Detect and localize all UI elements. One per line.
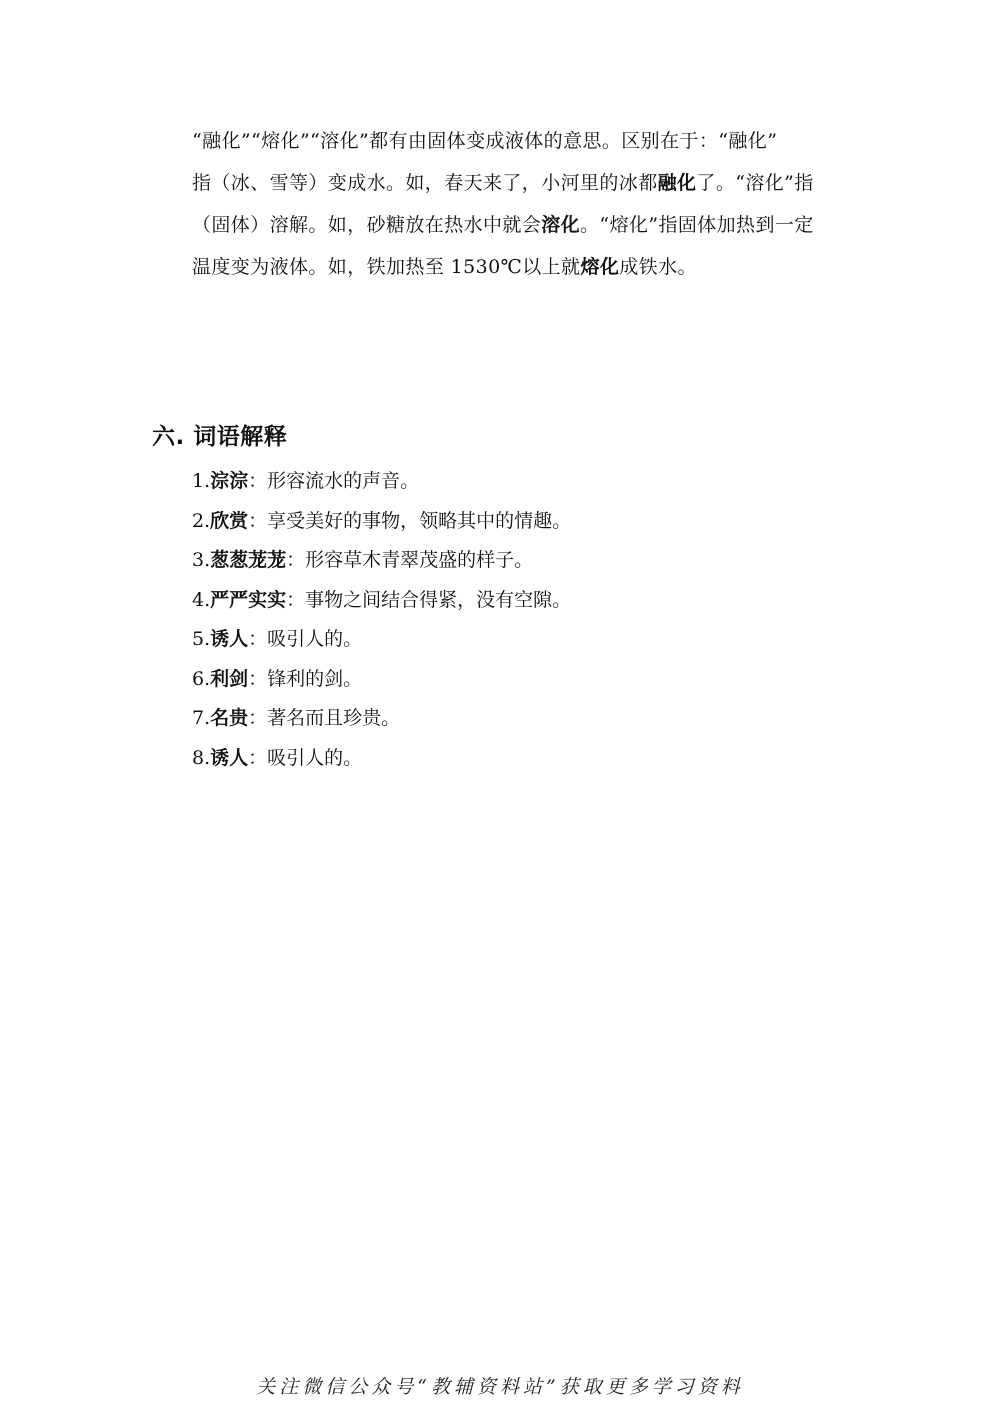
intro-line-3-bold-term: 溶化 bbox=[541, 214, 581, 236]
definition-separator: ： bbox=[248, 628, 268, 650]
definition-meaning: 锋利的剑。 bbox=[267, 667, 363, 690]
definition-item bbox=[192, 620, 832, 660]
section-title: 六. 词语解释 bbox=[152, 424, 288, 450]
intro-line-2 bbox=[192, 162, 852, 204]
definition-number: 8. bbox=[192, 746, 211, 769]
definition-meaning: 事物之间结合得紧，没有空隙。 bbox=[305, 588, 572, 611]
definition-separator: ： bbox=[248, 470, 268, 492]
definition-meaning: 享受美好的事物，领略其中的情趣。 bbox=[267, 509, 572, 532]
definition-separator: ： bbox=[248, 667, 268, 690]
intro-line-4 bbox=[192, 246, 852, 288]
intro-line-4-text-b: 成铁水。 bbox=[619, 256, 697, 278]
intro-line-3-text-b: 。“熔化”指固体加热到一定 bbox=[580, 214, 814, 236]
intro-line-4-bold-term: 熔化 bbox=[580, 256, 620, 278]
definition-item bbox=[192, 660, 832, 700]
definition-term: 严严实实 bbox=[210, 588, 287, 611]
definition-meaning: 吸引人的。 bbox=[267, 628, 363, 650]
definition-term: 欣赏 bbox=[210, 509, 249, 532]
definition-item bbox=[192, 739, 832, 779]
definition-separator: ： bbox=[248, 707, 268, 729]
definition-term: 诱人 bbox=[210, 746, 249, 769]
intro-line-3 bbox=[192, 204, 852, 246]
intro-line-2-text-b: 了。“溶化”指 bbox=[696, 172, 814, 194]
definition-meaning: 著名而且珍贵。 bbox=[267, 707, 401, 729]
definition-term: 利剑 bbox=[210, 667, 249, 690]
definition-item bbox=[192, 502, 832, 542]
definition-item bbox=[192, 581, 832, 621]
definition-meaning: 形容草木青翠茂盛的样子。 bbox=[305, 549, 534, 571]
definition-separator: ： bbox=[248, 746, 268, 769]
intro-line-3-text-a: （固体）溶解。如，砂糖放在热水中就会 bbox=[192, 214, 542, 236]
definition-number: 5. bbox=[192, 628, 211, 650]
intro-line-4-text-a: 温度变为液体。如，铁加热至 1530℃以上就 bbox=[192, 256, 581, 278]
definition-number: 2. bbox=[192, 509, 211, 532]
definition-number: 7. bbox=[192, 707, 211, 729]
definition-separator: ： bbox=[286, 588, 306, 611]
definition-meaning: 吸引人的。 bbox=[267, 746, 363, 769]
intro-line-1-text: “融化”“熔化”“溶化”都有由固体变成液体的意思。区别在于：“融化” bbox=[192, 130, 778, 152]
intro-paragraph bbox=[192, 120, 852, 288]
definition-meaning: 形容流水的声音。 bbox=[267, 470, 420, 492]
definition-separator: ： bbox=[248, 509, 268, 532]
definition-term: 葱葱茏茏 bbox=[210, 549, 287, 571]
definition-term: 诱人 bbox=[210, 628, 249, 650]
intro-line-1 bbox=[192, 120, 852, 162]
definition-number: 1. bbox=[192, 470, 211, 492]
definition-list bbox=[192, 462, 832, 778]
definition-item bbox=[192, 462, 832, 502]
definition-item bbox=[192, 541, 832, 581]
intro-line-2-text-a: 指（冰、雪等）变成水。如，春天来了，小河里的冰都 bbox=[192, 172, 658, 194]
definition-separator: ： bbox=[286, 549, 306, 571]
intro-line-2-bold-term: 融化 bbox=[657, 172, 697, 194]
definition-term: 淙淙 bbox=[210, 470, 249, 492]
definition-term: 名贵 bbox=[210, 707, 249, 729]
definition-item bbox=[192, 699, 832, 739]
footer-notice: 关注微信公众号“教辅资料站”获取更多学习资料 bbox=[256, 1376, 744, 1398]
definition-number: 3. bbox=[192, 549, 211, 571]
definition-number: 6. bbox=[192, 667, 211, 690]
definition-number: 4. bbox=[192, 588, 211, 611]
